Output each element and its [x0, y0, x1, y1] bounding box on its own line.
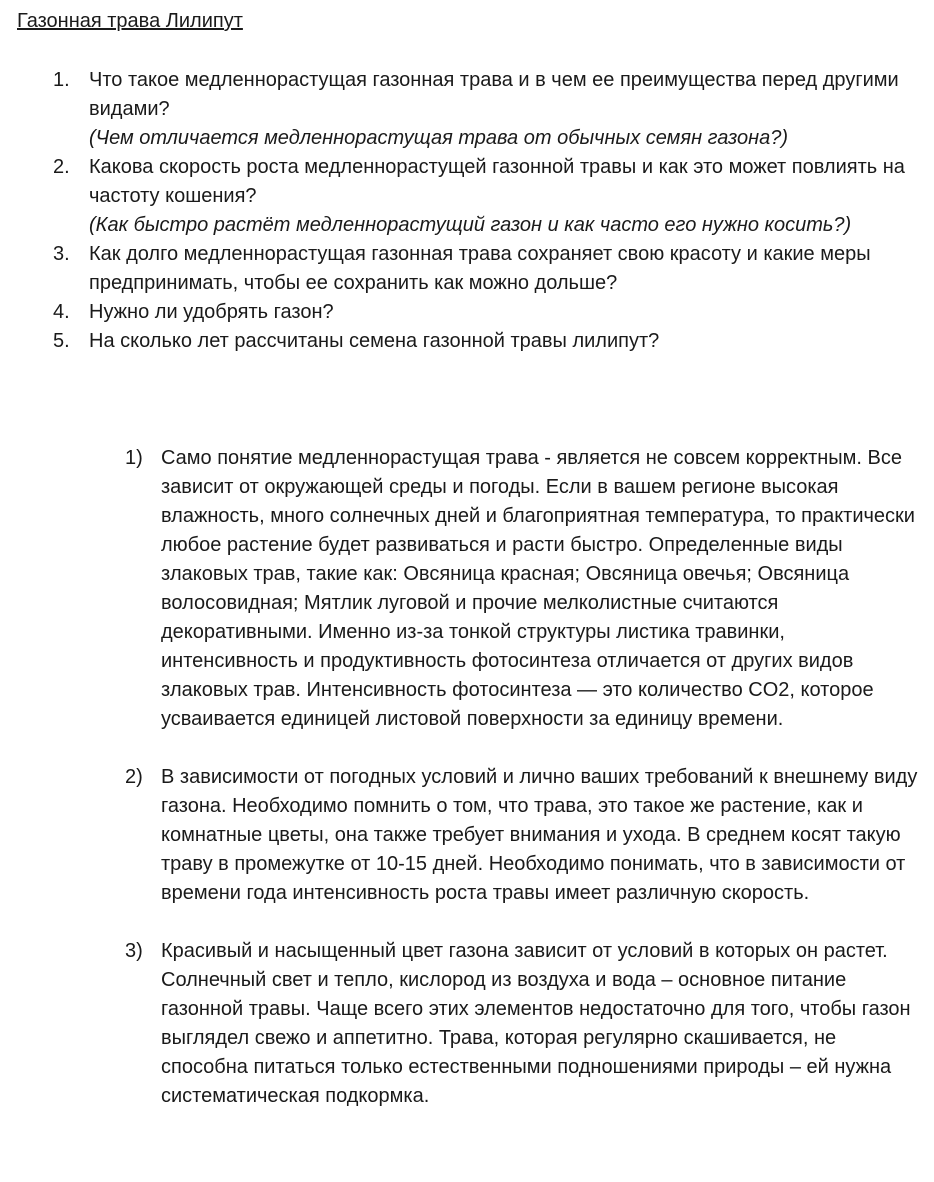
answer-text: В зависимости от погодных условий и лично ваших требований к внешнему виду газона. Необходимо помнить о том, что трава, это такое же растение, как и комнатные цветы, она также требует внимания и ухода. В среднем косят такую траву в промежутке от 10-15 дней. Необходимо понимать, что в зависимости от времени года интенсивность роста травы имеет различную скорость. [161, 766, 918, 904]
question-number: 3. [53, 243, 70, 265]
question-item-5 [0, 327, 934, 356]
answer-text: Само понятие медленнорастущая трава - является не совсем корректным. Все зависит от окружающей среды и погоды. Если в вашем регионе высокая влажность, много солнечных дней и благоприятная температура, то практически любое растение будет развиваться и расти быстро. Определенные виды злаковых трав, такие как: Овсяница красная; Овсяница овечья; Овсяница волосовидная; Мятлик луговой и прочие мелколистные считаются декоративными. Именно из-за тонкой структуры листика травинки, интенсивность и продуктивность фотосинтеза отличается от других видов злаковых трав. Интенсивность фотосинтеза — это количество CO2, которое усваивается единицей листовой поверхности за единицу времени. [161, 447, 915, 730]
question-text: Нужно ли удобрять газон? [89, 301, 334, 323]
answer-number: 3) [125, 940, 143, 962]
answer-number: 2) [125, 766, 143, 788]
question-number: 1. [53, 69, 70, 91]
question-item-1 [0, 66, 934, 153]
question-number: 5. [53, 330, 70, 352]
question-text: Что такое медленнорастущая газонная трава и в чем ее преимущества перед другими видами? [89, 69, 899, 120]
question-item-4 [0, 298, 934, 327]
question-list [0, 66, 934, 356]
answer-item-3 [0, 937, 934, 1111]
question-item-2 [0, 153, 934, 240]
question-alt-text: (Как быстро растёт медленнорастущий газон и как часто его нужно косить?) [89, 214, 852, 236]
question-text: На сколько лет рассчитаны семена газонной травы лилипут? [89, 330, 660, 352]
question-text: Какова скорость роста медленнорастущей газонной травы и как это может повлиять на частоту кошения? [89, 156, 905, 207]
answer-text: Красивый и насыщенный цвет газона зависит от условий в которых он растет. Солнечный свет и тепло, кислород из воздуха и вода – основное питание газонной травы. Чаще всего этих элементов недостаточно для того, чтобы газон выглядел свежо и аппетитно. Трава, которая регулярно скашивается, не способна питаться только естественными подношениями природы – ей нужна систематическая подкормка. [161, 940, 911, 1107]
question-number: 2. [53, 156, 70, 178]
answer-number: 1) [125, 447, 143, 469]
question-text: Как долго медленнорастущая газонная трава сохраняет свою красоту и какие меры предпринимать, чтобы ее сохранить как можно дольше? [89, 243, 871, 294]
answer-item-2 [0, 763, 934, 908]
document-title: Газонная трава Лилипут [17, 10, 243, 32]
answer-item-1 [0, 444, 934, 734]
answer-list [0, 444, 934, 1140]
question-item-3 [0, 240, 934, 298]
question-number: 4. [53, 301, 70, 323]
question-alt-text: (Чем отличается медленнорастущая трава от обычных семян газона?) [89, 127, 789, 149]
